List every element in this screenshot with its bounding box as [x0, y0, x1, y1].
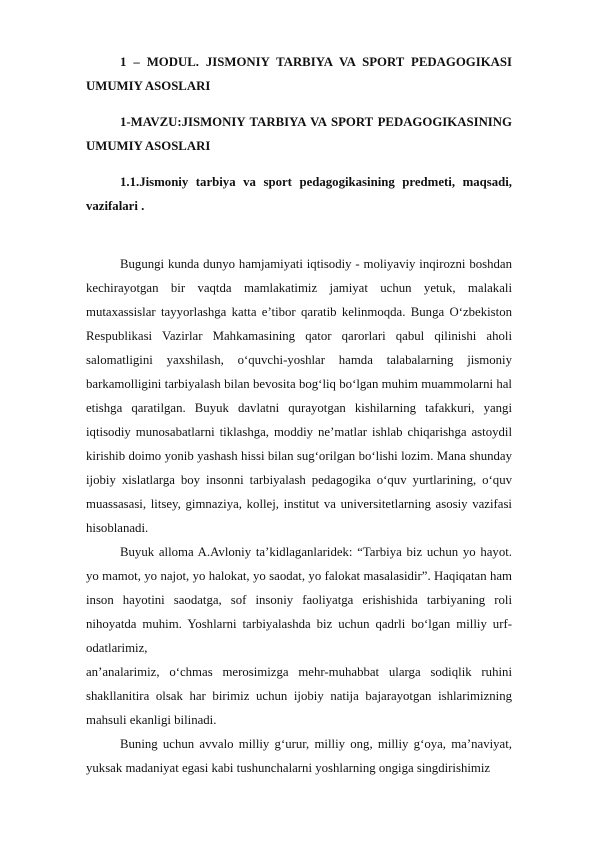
section-heading: [86, 170, 512, 218]
section-title: 1.1.Jismoniy tarbiya va sport pedagogikasining predmeti, maqsadi, vazifalari .: [86, 175, 512, 213]
module-title: 1 – MODUL. JISMONIY TARBIYA VA SPORT PEDAGOGIKASI UMUMIY ASOSLARI: [86, 55, 512, 93]
body-text: [86, 252, 512, 780]
paragraph-national-pride: Buning uchun avvalo milliy g‘urur, milliy ong, milliy g‘oya, ma’naviyat, yuksak madaniyat egasi kabi tushunchalarni yoshlarning ongiga singdirishimiz: [86, 737, 512, 775]
topic-title: 1-MAVZU:JISMONIY TARBIYA VA SPORT PEDAGOGIKASINING UMUMIY ASOSLARI: [86, 115, 512, 153]
paragraph-intro: Bugungi kunda dunyo hamjamiyati iqtisodiy - moliyaviy inqirozni boshdan kechirayotgan bir vaqtda mamlakatimiz jamiyat uchun yetuk, malakali mutaxassislar tayyorlashga katta e’tibor qaratib kelinmoqda. Bunga O‘zbekiston Respublikasi Vazirlar Mahkamasining qator qarorlari qabul qilinishi aholi salomatligini yaxshilash, o‘quvchi-yoshlar hamda talabalarning jismoniy barkamolligini tarbiyalash bilan bevosita bog‘liq bo‘lgan muhim muammolarni hal etishga qaratilgan. Buyuk davlatni qurayotgan kishilarning tafakkuri, yangi iqtisodiy munosabatlarni tiklashga, moddiy ne’matlar ishlab chiqarishga astoydil kirishib doimo yonib yashash hissi bilan sug‘orilgan bo‘lishi lozim. Mana shunday ijobiy xislatlarga boy insonni tarbiyalash pedagogika o‘quv yurtlarining, o‘quv muassasasi, litsey, gimnaziya, kollej, institut va universitetlarning asosiy vazifasi hisoblanadi.: [86, 257, 512, 535]
paragraph-avloniy-quote: Buyuk alloma A.Avloniy ta’kidlaganlaridek: “Tarbiya biz uchun yo hayot. yo mamot, yo najot, yo halokat, yo saodat, yo falokat masalasidir”. Haqiqatan ham inson hayotini saodatga, sof insoniy faoliyatga erishishida tarbiyaning roli nihoyatda muhim. Yoshlarni tarbiyalashda biz uchun qadrli bo‘lgan milliy urf-odatlarimiz,: [86, 545, 512, 655]
paragraph-traditions: an’analarimiz, o‘chmas merosimizga mehr-muhabbat ularga sodiqlik ruhini shakllanitira olsak har birimiz uchun ijobiy natija bajarayotgan ishlarimizning mahsuli ekanligi bilinadi.: [86, 665, 512, 727]
module-heading: [86, 50, 512, 98]
topic-heading: [86, 110, 512, 158]
